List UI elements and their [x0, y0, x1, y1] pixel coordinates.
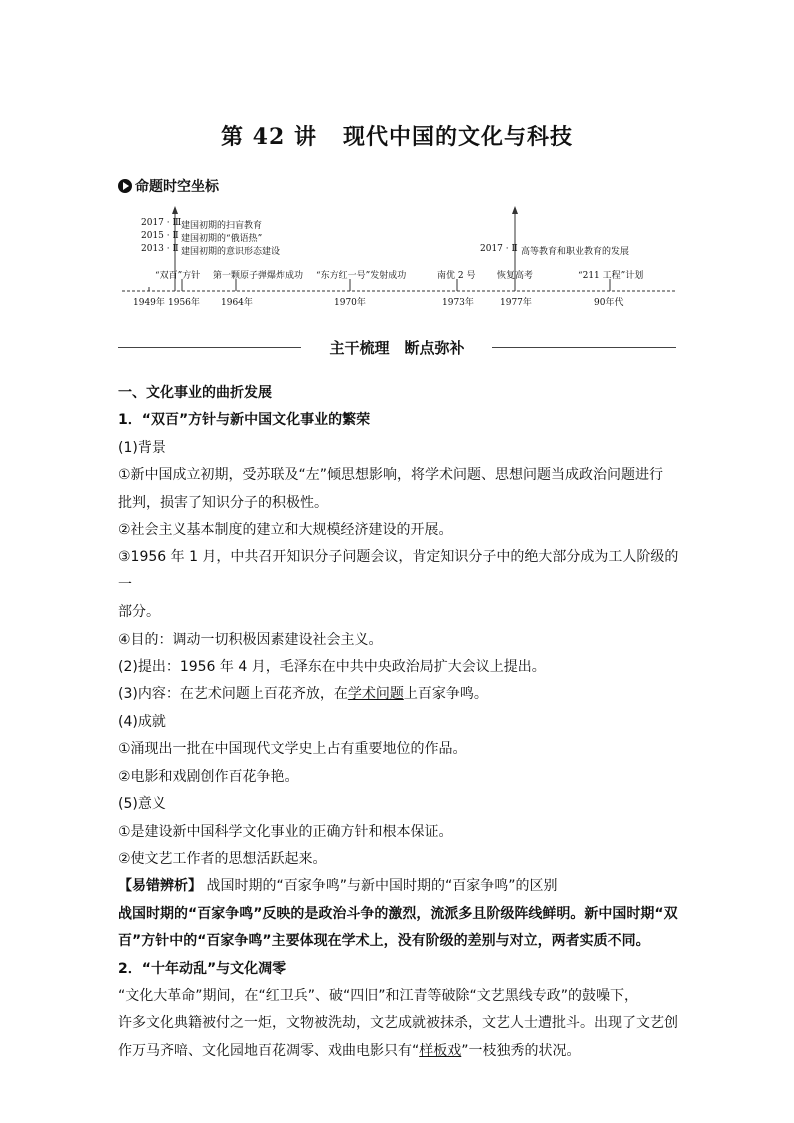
timeline-item: 高等教育和职业教育的发展 [521, 247, 630, 257]
paragraph: 部分。 [118, 604, 160, 621]
lecture-number: 第 42 讲 [221, 124, 317, 150]
timeline-year: 1973年 [442, 298, 474, 308]
timeline-note: 2015 · Ⅱ [141, 231, 179, 241]
paragraph: 许多文化典籍被付之一炬，文物被洗劫，文艺成就被抹杀，文艺人士遭批斗。出现了文艺创 [118, 1015, 678, 1032]
text-span: 作万马齐喑、文化园地百花凋零、戏曲电影只有“ [118, 1042, 420, 1059]
timeline-year: 90年代 [594, 298, 624, 308]
timeline-year: 1970年 [334, 298, 366, 308]
tip-heading [118, 873, 680, 900]
divider-line-right [492, 347, 676, 348]
paragraph: ②社会主义基本制度的建立和大规模经济建设的开展。 [118, 522, 453, 539]
paragraph: “文化大革命”期间，在“红卫兵”、破“四旧”和江青等破除“文艺黑线专政”的鼓噪下， [118, 987, 639, 1004]
heading-1-2: 2．“十年动乱”与文化凋零 [118, 960, 287, 977]
timeline-item: 建国初期的“俄语热” [181, 234, 263, 244]
tip-tag: 【易错辨析】 [118, 878, 202, 895]
timeline-year: 1949年 [133, 298, 165, 308]
text-span: (3)内容：在艺术问题上百花齐放，在 [118, 686, 348, 703]
lecture-topic: 现代中国的文化与科技 [342, 124, 573, 150]
text-span: ”一枝独秀的状况。 [461, 1042, 581, 1059]
section-divider-title: 主干梳理 断点弥补 [329, 339, 465, 357]
tip-text: 战国时期的“百家争鸣”反映的是政治斗争的激烈，流派多且阶级阵线鲜明。新中国时期“双 [118, 905, 678, 922]
tip-title: 战国时期的“百家争鸣”与新中国时期的“百家争鸣”的区别 [202, 878, 558, 895]
timeline-event: 南优 2 号 [437, 271, 476, 281]
timeline-note: 2017 · Ⅲ [141, 218, 182, 228]
paragraph: ④目的：调动一切积极因素建设社会主义。 [118, 631, 383, 648]
text-span: 上百家争鸣。 [403, 686, 488, 703]
underlined-term: 样板戏 [419, 1042, 462, 1059]
paragraph: ③1956 年 1 月，中共召开知识分子问题会议，肯定知识分子中的绝大部分成为工人阶级的一 [118, 549, 679, 593]
timeline-event: 第一颗原子弹爆炸成功 [213, 271, 304, 281]
paragraph: ①涌现出一批在中国现代文学史上占有重要地位的作品。 [118, 741, 467, 758]
heading-1-1: 1．“双百”方针与新中国文化事业的繁荣 [118, 412, 371, 429]
timeline-event: “东方红一号”发射成功 [316, 271, 407, 281]
timeline-note: 2013 · Ⅱ [141, 244, 179, 254]
arrow-up-icon [512, 206, 518, 214]
paragraph: (4)成就 [118, 713, 166, 730]
main-content [118, 380, 680, 1065]
heading-1: 一、文化事业的曲折发展 [118, 385, 272, 401]
paragraph: ①是建设新中国科学文化事业的正确方针和根本保证。 [118, 823, 453, 840]
section-head-label: 命题时空坐标 [135, 179, 219, 195]
timeline-item: 建国初期的意识形态建设 [181, 247, 281, 257]
section-divider [0, 337, 794, 359]
timeline-year: 1964年 [221, 298, 253, 308]
paragraph: ②使文艺工作者的思想活跃起来。 [118, 850, 327, 867]
paragraph [118, 1038, 680, 1065]
timeline-event: “211 工程”计划 [578, 271, 644, 281]
paragraph: ①新中国成立初期，受苏联及“左”倾思想影响，将学术问题、思想问题当成政治问题进行 [118, 467, 664, 484]
timeline-year: 1956年 [168, 298, 200, 308]
paragraph: (5)意义 [118, 796, 166, 813]
timeline-year: 1977年 [500, 298, 532, 308]
timeline-item: 建国初期的扫盲教育 [181, 221, 263, 231]
underlined-term: 学术问题 [347, 686, 404, 703]
paragraph [118, 681, 680, 708]
tip-text: 百”方针中的“百家争鸣”主要体现在学术上，没有阶级的差别与对立，两者实质不同。 [118, 933, 650, 950]
arrow-up-icon [172, 206, 178, 214]
timeline-event: 恢复高考 [497, 271, 534, 281]
paragraph: (2)提出：1956 年 4 月，毛泽东在中共中央政治局扩大会议上提出。 [118, 659, 546, 676]
timeline-event: “双百”方针 [155, 271, 201, 281]
paragraph: ②电影和戏剧创作百花争艳。 [118, 768, 299, 785]
paragraph: 批判，损害了知识分子的积极性。 [118, 494, 328, 511]
timeline-note: 2017 · Ⅱ [480, 244, 518, 254]
paragraph: (1)背景 [118, 439, 166, 456]
